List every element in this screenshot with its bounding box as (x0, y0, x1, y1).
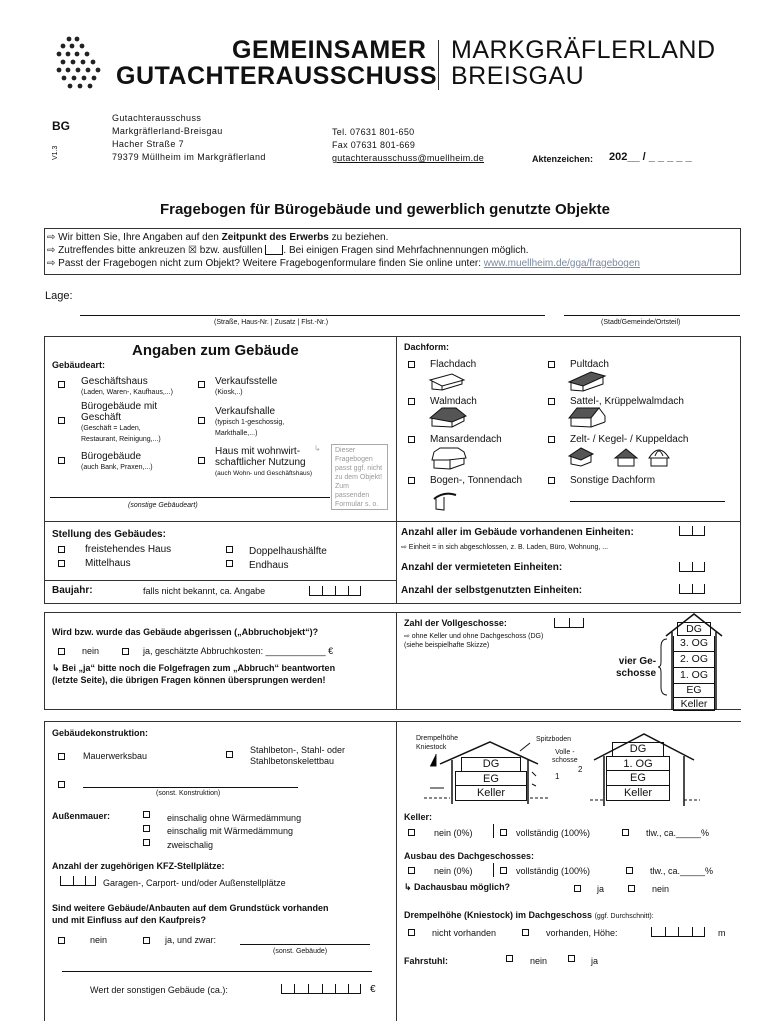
floor-1og: 1. OG (673, 668, 715, 684)
satteldach-checkbox[interactable] (548, 398, 555, 405)
drempel-unit: m (718, 928, 726, 938)
verkaufshalle-checkbox[interactable] (198, 417, 205, 424)
bogendach-label: Bogen-, Tonnendach (430, 475, 523, 486)
keller-nein-checkbox[interactable] (408, 829, 415, 836)
mit-daemmung-label: einschalig mit Wärmedämmung (167, 826, 294, 836)
geschaeftshaus-label: Geschäftshaus (Laden, Waren-, Kaufhaus,...) (81, 376, 173, 396)
walmdach-icon (428, 406, 468, 428)
zeltdach-label: Zelt- / Kegel- / Kuppeldach (570, 434, 689, 445)
einheiten-selbst-input[interactable] (679, 584, 705, 594)
sonstige-dachform-label: Sonstige Dachform (570, 475, 656, 486)
city-hint: (Stadt/Gemeinde/Ortsteil) (601, 319, 681, 326)
floor-stack (673, 622, 715, 711)
drempel-sketch-label: Drempelhöhe Kniestock (416, 735, 459, 751)
freistehend-checkbox[interactable] (58, 546, 65, 553)
einheiten-vermietet-label: Anzahl der vermieteten Einheiten: (401, 562, 563, 573)
keller-nein-label: nein (0%) (434, 828, 473, 838)
street-hint: (Straße, Haus-Nr. | Zusatz | Flst.-Nr.) (214, 319, 329, 326)
dachform-label: Dachform: (404, 342, 450, 352)
mansardendach-checkbox[interactable] (408, 436, 415, 443)
fahrstuhl-nein-label: nein (530, 956, 548, 966)
mansardendach-label: Mansardendach (430, 434, 502, 445)
region-title-2: BREISGAU (451, 62, 585, 90)
lage-label: Lage: (45, 290, 73, 302)
konstruktion-col-divider (396, 721, 397, 1021)
einheiten-vermietet-input[interactable] (679, 562, 705, 572)
bogendach-icon (430, 489, 460, 513)
fragebogen-link[interactable]: www.muellheim.de/gga/fragebogen (483, 258, 640, 269)
vollgeschosse-label: Zahl der Vollgeschosse: (404, 618, 507, 628)
keller-voll-label: vollständig (100%) (516, 828, 591, 838)
abbruch-ja-label[interactable]: ja, geschätzte Abbruchkosten: ____________ € (143, 646, 334, 656)
sonst-gebaeude-hint: (sonst. Gebäude) (273, 948, 328, 955)
pultdach-label: Pultdach (570, 359, 609, 370)
satteldach-label: Sattel-, Krüppelwalmdach (570, 396, 684, 407)
keller-label: Keller: (404, 812, 433, 822)
sketch-num-2: 2 (578, 765, 583, 774)
ausbau-nein-checkbox[interactable] (408, 867, 415, 874)
version-label: V1.3 (52, 145, 59, 160)
gebaeudeart-label: Gebäudeart: (52, 360, 106, 370)
weitere-nein-checkbox[interactable] (58, 937, 65, 944)
zeltdach-icon (567, 446, 595, 468)
abbruch-hint: ↳ Bei „ja“ bitte noch die Folgefragen zum „Abbruch“ beantworten (letzte Seite), die übrigen Fragen können übersprungen werden! (52, 663, 336, 685)
stellung-divider (44, 521, 396, 522)
flachdach-checkbox[interactable] (408, 361, 415, 368)
drempel-nicht-label: nicht vorhanden (432, 928, 497, 938)
zweischalig-checkbox[interactable] (143, 839, 150, 846)
email-link[interactable]: gutachterausschuss@muellheim.de (332, 153, 485, 163)
mauerwerk-label: Mauerwerksbau (83, 751, 148, 761)
dachausbau-ja-label: ja (597, 884, 605, 894)
lage-street-input[interactable] (80, 315, 545, 316)
sonst-konstruktion-input[interactable] (83, 787, 298, 788)
mansardendach-icon (428, 446, 468, 470)
page-title: Fragebogen für Bürogebäude und gewerblich genutzte Objekte (159, 201, 611, 218)
baujahr-input[interactable] (309, 586, 361, 596)
bogendach-checkbox[interactable] (408, 477, 415, 484)
wohnwirt-note: Dieser Fragebogen passt ggf. nicht zu dem Objekt! Zum passenden Formular s. o. (331, 444, 388, 510)
mittel-checkbox[interactable] (58, 560, 65, 567)
org-title-2: GUTACHTERAUSSCHUSS (116, 62, 438, 90)
logo-dots-icon (55, 35, 111, 93)
end-label: Endhaus (249, 560, 289, 571)
vollgeschosse-input[interactable] (554, 618, 584, 628)
fahrstuhl-label: Fahrstuhl: (404, 956, 448, 966)
kuppeldach-icon (646, 446, 672, 468)
dachausbau-label: ↳ Dachausbau möglich? (404, 882, 511, 892)
abbruch-col-divider (396, 612, 397, 710)
kegeldach-icon (613, 448, 639, 468)
sonstige-gebaeudeart-hint: (sonstige Gebäudeart) (128, 502, 198, 509)
fax: Fax 07631 801-669 (332, 140, 416, 150)
floor-2og: 2. OG (673, 652, 715, 668)
stellung-label: Stellung des Gebäudes: (52, 529, 166, 540)
wert-label: Wert der sonstigen Gebäude (ca.): (90, 985, 228, 995)
kfz-text: Garagen-, Carport- und/oder Außenstellplätze (103, 878, 286, 888)
zeltdach-checkbox[interactable] (548, 436, 555, 443)
sonstige-dachform-input[interactable] (570, 501, 725, 502)
ausbau-voll-label: vollständig (100%) (516, 866, 591, 876)
header-divider (438, 40, 439, 90)
abbruch-nein-checkbox[interactable] (58, 648, 65, 655)
keller-sep (493, 824, 494, 838)
floor-dg: DG (677, 622, 711, 636)
keller-voll-checkbox[interactable] (500, 829, 507, 836)
stahlbeton-checkbox[interactable] (226, 751, 233, 758)
region-title-1: MARKGRÄFLERLAND (451, 36, 716, 64)
spitzboden-label: Spitzboden (536, 736, 572, 743)
flachdach-label: Flachdach (430, 359, 477, 370)
konstruktion-label: Gebäudekonstruktion: (52, 728, 149, 738)
ausbau-tlw-label[interactable]: tlw., ca._____% (650, 866, 714, 876)
walmdach-label: Walmdach (430, 396, 477, 407)
mit-daemmung-checkbox[interactable] (143, 825, 150, 832)
ausbau-label: Ausbau des Dachgeschosses: (404, 851, 535, 861)
dachausbau-ja-checkbox[interactable] (574, 885, 581, 892)
weitere-ja-input[interactable] (240, 944, 370, 945)
vier-geschosse-label: vier Ge- schosse (616, 656, 657, 679)
drempel-hoehe-input[interactable] (651, 927, 705, 937)
fahrstuhl-nein-checkbox[interactable] (506, 955, 513, 962)
sonst-konstruktion-checkbox[interactable] (58, 781, 65, 788)
floor-eg: EG (673, 684, 715, 698)
euro-sign: € (370, 984, 376, 995)
baujahr-label: Baujahr: (52, 585, 93, 596)
flachdach-icon (428, 372, 466, 392)
gebaeude-heading: Angaben zum Gebäude (132, 342, 299, 359)
floor-keller: Keller (673, 698, 715, 711)
weitere-ja-checkbox[interactable] (143, 937, 150, 944)
end-checkbox[interactable] (226, 560, 233, 567)
org-title-1: GEMEINSAMER (232, 36, 427, 64)
intro-text: ⇨ Wir bitten Sie, Ihre Angaben auf den Zeitpunkt des Erwerbs zu beziehen. ⇨ Zutreffendes bitte ankreuzen ☒ bzw. ausfüllen . Bei einigen Fragen sind Mehrfachnennungen möglich. ⇨ Passt der Fragebogen nicht zum Objekt? Weitere Fragebogenformulare finden Sie online unter: www.muellheim.de/gga/fragebogen (47, 232, 640, 269)
freistehend-label: freistehendes Haus (85, 544, 172, 555)
wohnwirt-label: Haus mit wohnwirt- schaftlicher Nutzung (auch Wohn- und Geschäftshaus) (215, 446, 313, 477)
abbruch-nein-label: nein (82, 646, 100, 656)
keller-tlw-checkbox[interactable] (622, 829, 629, 836)
address-block: Gutachterausschuss Markgräflerland-Breisgau Hacher Straße 7 79379 Müllheim im Markgräflerland (112, 113, 266, 162)
sonst-konstruktion-hint: (sonst. Konstruktion) (156, 790, 221, 797)
doppel-checkbox[interactable] (226, 546, 233, 553)
einheiten-divider (396, 521, 741, 522)
einheiten-selbst-label: Anzahl der selbstgenutzten Einheiten: (401, 585, 583, 596)
sketch-num-1: 1 (555, 772, 560, 781)
abbruch-ja-checkbox[interactable] (122, 648, 129, 655)
satteldach-icon (567, 406, 607, 428)
fill-in-example-icon (265, 245, 283, 255)
walmdach-checkbox[interactable] (408, 398, 415, 405)
aktenzeichen-label: Aktenzeichen: (532, 154, 594, 164)
vollgeschosse-hint: ⇨ ohne Keller und ohne Dachgeschoss (DG) (siehe beispielhafte Skizze) (404, 633, 544, 649)
tel: Tel. 07631 801-650 (332, 127, 415, 137)
einheiten-alle-input[interactable] (679, 526, 705, 536)
weitere-nein-label: nein (90, 935, 108, 945)
aussenmauer-label: Außenmauer: (52, 811, 111, 821)
kfz-input[interactable] (60, 876, 96, 886)
buero-checkbox[interactable] (58, 457, 65, 464)
drempel-vorh-checkbox[interactable] (522, 929, 529, 936)
baujahr-hint: falls nicht bekannt, ca. Angabe (143, 586, 266, 596)
vollgeschosse-sketch-label: Volle - schosse (552, 749, 578, 764)
mittel-label: Mittelhaus (85, 558, 131, 569)
floor-3og: 3. OG (673, 636, 715, 652)
ausbau-voll-checkbox[interactable] (500, 867, 507, 874)
verkaufshalle-label: Verkaufshalle (typisch 1-geschossig, Markthalle,...) (215, 406, 285, 437)
buero-geschaeft-checkbox[interactable] (58, 417, 65, 424)
weitere-ja-label: ja, und zwar: (165, 935, 217, 945)
wert-input[interactable] (281, 984, 361, 994)
verkaufsstelle-label: Verkaufsstelle (Kiosk,..) (215, 376, 278, 396)
verkaufsstelle-checkbox[interactable] (198, 381, 205, 388)
arrow-icon: ↳ (314, 444, 321, 453)
ohne-daemmung-checkbox[interactable] (143, 811, 150, 818)
abbruch-question: Wird bzw. wurde das Gebäude abgerissen („Abbruchobjekt“)? (52, 627, 319, 637)
aktenzeichen-field[interactable]: 202__ / _ _ _ _ _ (609, 151, 692, 163)
contact-block (332, 126, 484, 165)
right-house-floors: DG 1. OG EG Keller (606, 742, 670, 801)
dachausbau-nein-label: nein (652, 884, 670, 894)
drempel-question: Drempelhöhe (Kniestock) im Dachgeschoss (ggf. Durchschnitt): (404, 910, 654, 920)
sonstige-dachform-checkbox[interactable] (548, 477, 555, 484)
keller-tlw-label[interactable]: tlw., ca._____% (646, 828, 710, 838)
doppel-label: Doppelhaushälfte (249, 546, 327, 557)
baujahr-divider (44, 580, 396, 581)
geschaeftshaus-checkbox[interactable] (58, 381, 65, 388)
lage-city-input[interactable] (564, 315, 740, 316)
pultdach-checkbox[interactable] (548, 361, 555, 368)
ausbau-sep (493, 863, 494, 877)
pultdach-icon (567, 370, 607, 392)
ohne-daemmung-label: einschalig ohne Wärmedämmung (167, 813, 302, 823)
drempel-nicht-checkbox[interactable] (408, 929, 415, 936)
buero-geschaeft-label: Bürogebäude mit Geschäft (Geschäft = Laden, Restaurant, Reinigung,...) (81, 401, 161, 443)
left-house-floors: DG EG Keller (455, 757, 527, 801)
stahlbeton-label: Stahlbeton-, Stahl- oder Stahlbetonskelettbau (250, 745, 346, 766)
weitere-line-input[interactable] (62, 971, 372, 972)
drempel-vorh-label: vorhanden, Höhe: (546, 928, 618, 938)
einheiten-hint: ⇨ Einheit = in sich abgeschlossen, z. B. Laden, Büro, Wohnung, ... (401, 544, 609, 551)
wohnwirt-checkbox[interactable] (198, 457, 205, 464)
kfz-label: Anzahl der zugehörigen KFZ-Stellplätze: (52, 861, 225, 871)
bg-badge: BG (52, 119, 70, 133)
weitere-gebaeude-question: Sind weitere Gebäude/Anbauten auf dem Grundstück vorhanden und mit Einfluss auf den Kaufpreis? (52, 903, 329, 925)
mauerwerk-checkbox[interactable] (58, 753, 65, 760)
ausbau-nein-label: nein (0%) (434, 866, 473, 876)
sonstige-gebaeudeart-input[interactable] (50, 497, 330, 498)
gebaeude-col-divider (396, 336, 397, 604)
fahrstuhl-ja-label: ja (591, 956, 599, 966)
zweischalig-label: zweischalig (167, 840, 214, 850)
buero-label: Bürogebäude (auch Bank, Praxen,...) (81, 451, 153, 471)
einheiten-alle-label: Anzahl aller im Gebäude vorhandenen Einheiten: (401, 527, 634, 538)
dachausbau-nein-checkbox[interactable] (628, 885, 635, 892)
ausbau-tlw-checkbox[interactable] (626, 867, 633, 874)
fahrstuhl-ja-checkbox[interactable] (568, 955, 575, 962)
